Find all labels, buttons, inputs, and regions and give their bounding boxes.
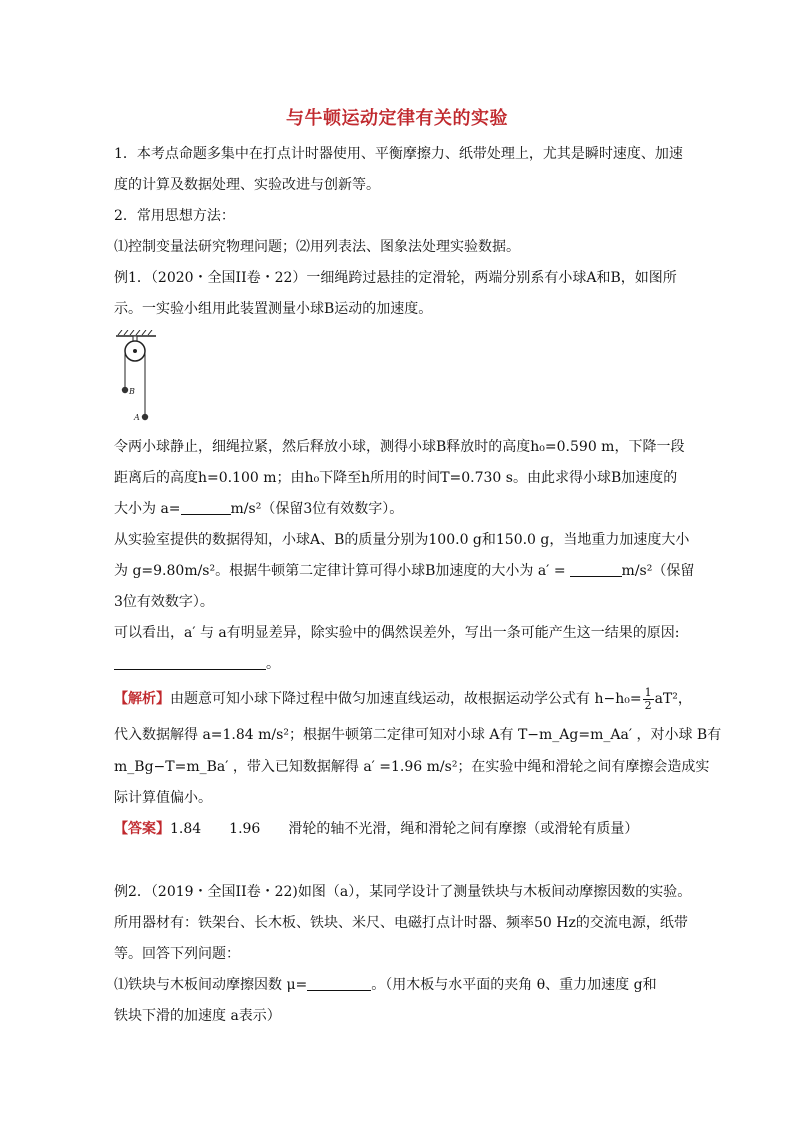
example-1-line-1: 例1．（2020・全国II卷・22）一细绳跨过悬挂的定滑轮，两端分别系有小球A和B，如图所 bbox=[114, 270, 677, 286]
intro-paragraph-1b: 度的计算及数据处理、实验改进与创新等。 bbox=[114, 177, 380, 193]
example-2-line-3: 等。回答下列问题： bbox=[114, 946, 240, 962]
fraction-numerator: 1 bbox=[644, 685, 652, 699]
fraction-denominator: 2 bbox=[644, 698, 652, 712]
analysis-line-3: m_Bg−T=m_Ba′ ，带入已知数据解得 a′ =1.96 m/s²；在实验中绳和滑轮之间有摩擦会造成实 bbox=[114, 759, 710, 775]
example-2-question-1 bbox=[114, 970, 680, 1000]
example-1-question-line-8 bbox=[114, 649, 680, 679]
fraction-one-half bbox=[643, 687, 654, 712]
example-2-question-1-line-2: 铁块下滑的加速度 a表示） bbox=[114, 1008, 281, 1024]
q5-suffix: m/s²（保留 bbox=[621, 563, 695, 579]
answer-blank-reason[interactable] bbox=[114, 654, 266, 670]
answer-blank-a-prime[interactable] bbox=[570, 561, 622, 577]
page-title: 与牛顿运动定律有关的实验 bbox=[286, 108, 508, 129]
example-2-line-2: 所用器材有：铁架台、长木板、铁块、米尺、电磁打点计时器、频率50 Hz的交流电源，纸带 bbox=[114, 915, 688, 931]
intro-paragraph-3: ⑴控制变量法研究物理问题；⑵用列表法、图象法处理实验数据。 bbox=[114, 239, 520, 255]
answer-line bbox=[114, 814, 680, 844]
intro-paragraph-2: 2．常用思想方法： bbox=[114, 208, 235, 224]
analysis-line-4: 际计算值偏小。 bbox=[114, 790, 212, 806]
intro-paragraph-1a: 1．本考点命题多集中在打点计时器使用、平衡摩擦力、纸带处理上，尤其是瞬时速度、加速 bbox=[114, 146, 683, 162]
ball-b-label: B bbox=[129, 387, 135, 396]
pulley-figure bbox=[116, 330, 162, 422]
example-1-line-2: 示。一实验小组用此装置测量小球B运动的加速度。 bbox=[114, 301, 433, 317]
ball-a-label: A bbox=[134, 413, 140, 422]
example-2-line-1: 例2．（2019・全国II卷・22)如图（a），某同学设计了测量铁块与木板间动摩擦因数的实验。 bbox=[114, 884, 692, 900]
q3-prefix: 大小为 a= bbox=[114, 501, 181, 517]
example-1-question-line-6: 3位有效数字）。 bbox=[114, 594, 214, 610]
q1-prefix: ⑴铁块与木板间动摩擦因数 μ= bbox=[114, 977, 308, 993]
answer-blank-mu[interactable] bbox=[307, 975, 371, 991]
analysis-line-2: 代入数据解得 a=1.84 m/s²；根据牛顿第二定律可知对小球 A有 T−m_Ag=m_Aa′ ，对小球 B有 bbox=[114, 727, 722, 743]
answer-blank-a[interactable] bbox=[181, 499, 231, 515]
analysis-tag: 【解析】 bbox=[114, 691, 170, 707]
example-1-question-line-7: 可以看出，a′ 与 a有明显差异，除实验中的偶然误差外，写出一条可能产生这一结果的原因: bbox=[114, 625, 680, 641]
example-1-question-line-3 bbox=[114, 494, 680, 524]
analysis-text-1-end: aT²， bbox=[654, 691, 692, 707]
q1-suffix: 。（用木板与水平面的夹角 θ、重力加速度 g和 bbox=[371, 977, 657, 993]
example-1-question-line-4: 从实验室提供的数据得知，小球A、B的质量分别为100.0 g和150.0 g，当地重力加速度大小 bbox=[114, 532, 690, 548]
example-1-question-line-5 bbox=[114, 556, 695, 586]
answer-tag: 【答案】 bbox=[114, 821, 170, 837]
q3-suffix: m/s²（保留3位有效数字）。 bbox=[230, 501, 404, 517]
example-1-question-line-2: 距离后的高度h=0.100 m；由h₀下降至h所用的时间T=0.730 s。由此求得小球B加速度的 bbox=[114, 470, 678, 486]
analysis-line-1 bbox=[114, 684, 692, 714]
answer-text: 1.84 1.96 滑轮的轴不光滑，绳和滑轮之间有摩擦（或滑轮有质量） bbox=[170, 821, 639, 837]
q5-prefix: 为 g=9.80m/s²。根据牛顿第二定律计算可得小球B加速度的大小为 a′ = bbox=[114, 563, 566, 579]
analysis-text-1: 由题意可知小球下降过程中做匀加速直线运动，故根据运动学公式有 h−h₀= bbox=[170, 691, 642, 707]
q8-end: 。 bbox=[266, 656, 280, 672]
example-1-question-line-1: 令两小球静止，细绳拉紧，然后释放小球，测得小球B释放时的高度h₀=0.590 m，下降一段 bbox=[114, 439, 685, 455]
